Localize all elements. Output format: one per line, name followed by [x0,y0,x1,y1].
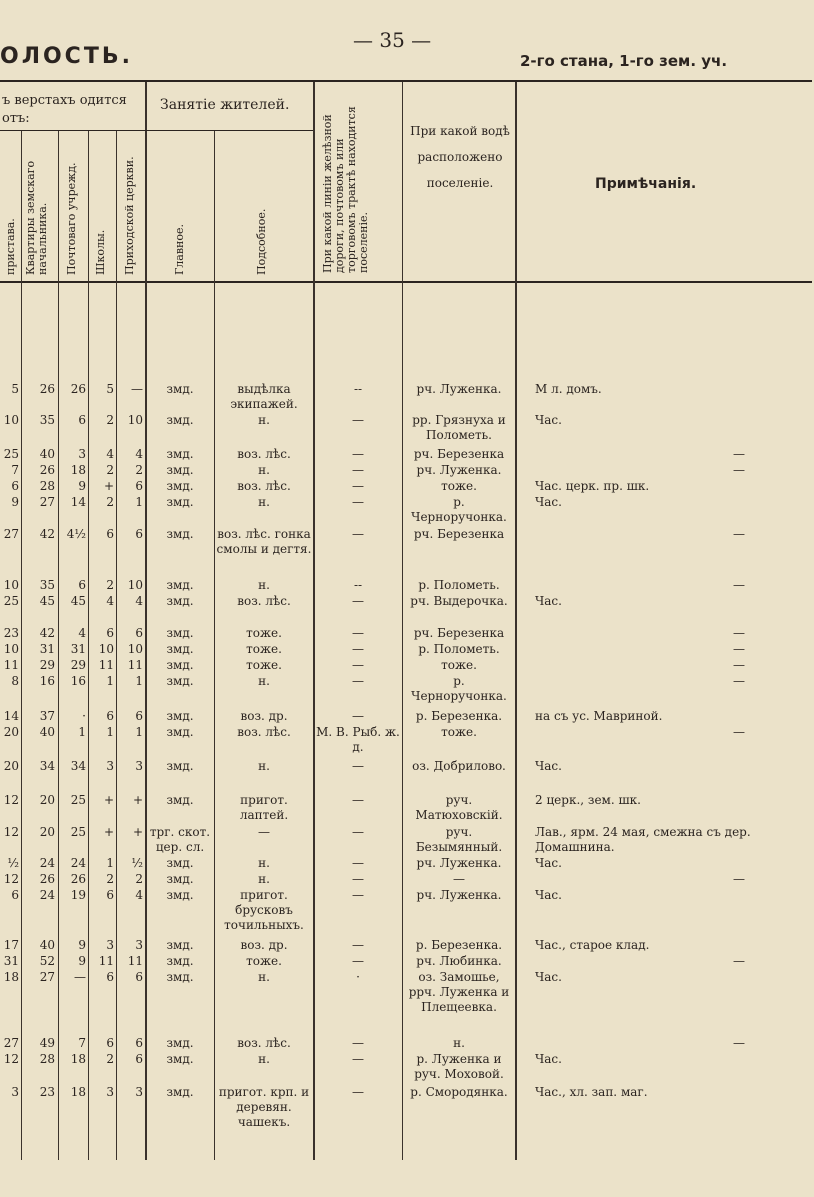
table-cell-water: тоже. [441,479,477,493]
table-cell-note: — [733,578,745,592]
table-cell-road: — [352,479,364,493]
table-cell-water: р. Полометь. [418,578,500,592]
table-cell-sec: пригот. крп. и деревян. чашекъ. [218,1085,310,1129]
table-cell-sec: тоже. [246,658,282,672]
table-cell-c1: 7 [11,463,19,477]
table-cell-c3: — [74,970,86,984]
table-cell-c1: 11 [3,658,19,672]
table-cell-main: змд. [166,1036,194,1050]
table-cell-c3: · [82,709,86,723]
table-cell-c5: 10 [127,578,143,592]
table-cell-c1: 27 [3,527,19,541]
table-cell-road: — [352,495,364,509]
table-cell-main: змд. [166,642,194,656]
table-cell-note: Час. [535,1052,562,1066]
table-cell-c2: 45 [39,594,55,608]
table-cell-c5: ½ [131,856,143,870]
table-cell-c4: 3 [106,1085,114,1099]
table-cell-water: оз. Добриловo. [412,759,506,773]
table-cell-c2: 23 [39,1085,55,1099]
table-cell-c5: 1 [135,725,143,739]
top-rule [0,80,812,82]
table-cell-c4: + [103,825,114,839]
table-cell-c4: 1 [106,674,114,688]
table-cell-c3: 9 [78,954,86,968]
table-cell-sec: воз. лѣс. [237,479,291,493]
table-cell-c3: 25 [70,825,86,839]
table-cell-road: — [352,872,364,886]
table-cell-water: рч. Луженка. [416,463,502,477]
table-cell-note: — [733,642,745,656]
table-cell-c2: 16 [39,674,55,688]
table-cell-c3: 9 [78,938,86,952]
table-cell-c2: 24 [39,856,55,870]
table-cell-sec: н. [258,674,270,688]
table-cell-road: — [352,463,364,477]
table-cell-road: — [352,527,364,541]
table-cell-road: — [352,658,364,672]
table-cell-sec: воз. лѣс. [237,1036,291,1050]
table-cell-c1: 5 [11,382,19,396]
table-cell-c4: 4 [106,447,114,461]
table-cell-c2: 42 [39,527,55,541]
table-cell-c3: 18 [70,463,86,477]
table-cell-main: змд. [166,888,194,902]
table-cell-c3: 29 [70,658,86,672]
table-cell-c2: 35 [39,413,55,427]
table-cell-sec: н. [258,495,270,509]
table-cell-water: рч. Любинка. [416,954,502,968]
table-cell-c1: 25 [3,594,19,608]
table-cell-c4: 6 [106,709,114,723]
table-cell-c5: 6 [135,709,143,723]
table-cell-main: змд. [166,495,194,509]
table-cell-c2: 40 [39,938,55,952]
table-cell-note: — [733,872,745,886]
table-cell-water: рч. Выдерочка. [410,594,508,608]
table-cell-main: змд. [166,447,194,461]
table-cell-note: — [733,954,745,968]
table-cell-c5: 6 [135,1036,143,1050]
table-cell-c4: 6 [106,527,114,541]
table-cell-c2: 26 [39,382,55,396]
table-cell-sec: н. [258,872,270,886]
header-bottom-rule [0,281,812,283]
table-cell-note: на съ ус. Мавриной. [535,709,663,723]
table-cell-c1: 10 [3,413,19,427]
table-cell-main: змд. [166,674,194,688]
table-cell-c1: 6 [11,479,19,493]
table-cell-note: Час., старое клад. [535,938,650,952]
table-cell-c2: 34 [39,759,55,773]
volost-title: ОЛОСТЬ. [0,44,133,69]
table-cell-c1: 18 [3,970,19,984]
table-cell-sec: — [258,825,270,839]
table-cell-road: — [352,447,364,461]
table-cell-sec: выдѣлка экипажей. [230,382,298,411]
table-cell-water: рч. Луженка. [416,888,502,902]
table-cell-main: змд. [166,872,194,886]
table-cell-c3: 14 [70,495,86,509]
table-cell-c4: 11 [98,658,114,672]
table-cell-c3: 18 [70,1052,86,1066]
table-cell-c3: 34 [70,759,86,773]
table-cell-main: змд. [166,793,194,807]
table-cell-note: Час. [535,495,562,509]
table-cell-c1: 23 [3,626,19,640]
subheader-rule [0,130,313,131]
table-cell-c5: 6 [135,1052,143,1066]
table-cell-road: — [352,674,364,688]
table-cell-road: — [352,793,364,807]
table-cell-c1: 10 [3,578,19,592]
table-cell-c3: 25 [70,793,86,807]
table-cell-c1: 20 [3,759,19,773]
table-cell-c4: 6 [106,970,114,984]
table-cell-c5: 6 [135,970,143,984]
table-cell-road: — [352,594,364,608]
table-cell-water: рч. Березенка [413,527,505,541]
table-cell-c3: 31 [70,642,86,656]
table-cell-c5: + [132,825,143,839]
table-cell-note: Час. [535,594,562,608]
table-cell-c4: 11 [98,954,114,968]
table-cell-c5: 10 [127,413,143,427]
table-cell-sec: воз. лѣс. гонка смолы и дегтя. [216,527,312,556]
stan-title: 2-го стана, 1-го зем. уч. [520,52,728,70]
pristav-header: пристава. [4,218,17,275]
table-cell-c4: 2 [106,463,114,477]
table-cell-note: Час. [535,970,562,984]
table-cell-c4: 6 [106,1036,114,1050]
table-cell-sec: тоже. [246,954,282,968]
column-divider [402,82,403,1160]
table-cell-c1: 12 [3,793,19,807]
table-cell-c5: 6 [135,479,143,493]
table-cell-c1: 3 [11,1085,19,1099]
table-cell-note: — [733,674,745,688]
table-cell-c3: 18 [70,1085,86,1099]
table-cell-main: змд. [166,626,194,640]
table-cell-c2: 40 [39,447,55,461]
table-cell-c5: + [132,793,143,807]
table-cell-water: р. Луженка и руч. Моховой. [414,1052,504,1081]
table-cell-water: р. Полометь. [418,642,500,656]
table-cell-main: змд. [166,479,194,493]
column-divider [145,82,147,1160]
table-cell-c2: 31 [39,642,55,656]
table-cell-water: р. Черноручонка. [411,495,507,524]
table-cell-c5: 1 [135,674,143,688]
church-header: Приходской церкви. [123,156,136,275]
table-cell-water: р. Смородянка. [410,1085,508,1099]
table-cell-road: — [352,888,364,902]
table-cell-sec: воз. др. [240,709,288,723]
table-cell-c1: 6 [11,888,19,902]
table-cell-note: — [733,447,745,461]
table-cell-c2: 35 [39,578,55,592]
table-cell-c3: 4 [78,626,86,640]
table-cell-sec: н. [258,970,270,984]
table-cell-water: тоже. [441,725,477,739]
table-cell-sec: н. [258,413,270,427]
table-cell-c5: 4 [135,447,143,461]
table-cell-c4: 2 [106,1052,114,1066]
table-cell-c4: 2 [106,495,114,509]
table-cell-main: змд. [166,1052,194,1066]
table-cell-main: змд. [166,382,194,396]
table-cell-c2: 28 [39,479,55,493]
table-cell-water: рч. Березенка [413,626,505,640]
table-cell-c3: 45 [70,594,86,608]
table-cell-sec: воз. лѣс. [237,594,291,608]
table-cell-c1: ½ [7,856,19,870]
table-cell-water: рр. Грязнуха и Полометь. [412,413,506,442]
table-cell-c4: 6 [106,888,114,902]
table-cell-c2: 26 [39,872,55,886]
table-cell-c4: 10 [98,642,114,656]
table-cell-c5: 3 [135,759,143,773]
road-header: При какой линіи желѣзной дороги, почтовомъ или торговомъ трактѣ находится поселеніе. [321,106,370,273]
table-cell-water: — [453,872,465,886]
occupation-group-header: Занятіе жителей. [160,97,290,113]
table-cell-note: М л. домъ. [535,382,602,396]
table-cell-c4: + [103,479,114,493]
table-cell-main: змд. [166,709,194,723]
table-cell-sec: пригот. брусковъ точильныхъ. [224,888,304,932]
table-cell-road: — [352,642,364,656]
table-cell-main: змд. [166,938,194,952]
table-cell-note: Лав., ярм. 24 мая, смежна съ дер. Домашнина. [535,825,751,854]
table-cell-road: — [352,1052,364,1066]
table-cell-c5: 3 [135,1085,143,1099]
table-cell-c3: 16 [70,674,86,688]
table-cell-note: Час. [535,888,562,902]
table-cell-note: — [733,463,745,477]
table-cell-water: руч. Безымянный. [415,825,503,854]
table-cell-road: · [356,970,360,984]
table-cell-c4: 1 [106,725,114,739]
table-cell-sec: воз. лѣс. [237,447,291,461]
table-cell-road: — [352,856,364,870]
table-cell-note: — [733,725,745,739]
table-cell-c4: 5 [106,382,114,396]
table-cell-c1: 20 [3,725,19,739]
table-cell-note: Час. церк. пр. шк. [535,479,650,493]
table-cell-c2: 26 [39,463,55,477]
table-cell-c3: 7 [78,1036,86,1050]
table-cell-road: — [352,1085,364,1099]
table-cell-c2: 27 [39,970,55,984]
table-cell-road: -- [353,382,363,396]
distance-group-header: ъ верстахъ одится отъ: [2,93,127,126]
table-cell-c3: 26 [70,872,86,886]
table-cell-c4: 3 [106,759,114,773]
notes-header: Примѣчанія. [595,176,697,192]
table-cell-c5: 4 [135,594,143,608]
table-cell-c5: 10 [127,642,143,656]
table-cell-note: Час. [535,759,562,773]
table-cell-water: руч. Матюховскій. [415,793,503,822]
table-cell-c1: 25 [3,447,19,461]
table-cell-water: р. Черноручонка. [411,674,507,703]
table-cell-road: — [352,954,364,968]
table-cell-sec: н. [258,1052,270,1066]
table-cell-c5: 6 [135,626,143,640]
table-cell-c4: 3 [106,938,114,952]
table-cell-c5: 4 [135,888,143,902]
table-cell-main: змд. [166,954,194,968]
table-cell-sec: н. [258,463,270,477]
table-cell-c1: 12 [3,872,19,886]
column-divider [214,130,215,1160]
table-cell-water: н. [453,1036,465,1050]
table-cell-c2: 20 [39,793,55,807]
table-cell-c2: 27 [39,495,55,509]
table-cell-c3: 3 [78,447,86,461]
table-cell-c3: 6 [78,578,86,592]
table-cell-water: оз. Замошье, ррч. Луженка и Плещеевка. [408,970,510,1014]
table-cell-c1: 9 [11,495,19,509]
table-cell-main: змд. [166,970,194,984]
table-cell-c1: 8 [11,674,19,688]
table-cell-c1: 10 [3,642,19,656]
table-cell-c3: 26 [70,382,86,396]
table-cell-road: — [352,825,364,839]
table-cell-c4: + [103,793,114,807]
table-cell-road: — [352,1036,364,1050]
main-header: Главное. [173,224,186,275]
table-cell-c2: 28 [39,1052,55,1066]
table-cell-c5: 2 [135,872,143,886]
table-cell-c3: 1 [78,725,86,739]
table-cell-note: — [733,626,745,640]
table-cell-c4: 2 [106,413,114,427]
table-cell-note: — [733,1036,745,1050]
table-cell-c4: 6 [106,626,114,640]
table-cell-water: тоже. [441,658,477,672]
table-cell-main: змд. [166,527,194,541]
table-cell-c4: 4 [106,594,114,608]
table-cell-c4: 2 [106,578,114,592]
table-cell-c3: 4½ [66,527,86,541]
table-cell-c4: 2 [106,872,114,886]
table-cell-c3: 19 [70,888,86,902]
water-header: При какой водѣ расположено поселеніе. [410,124,510,190]
table-cell-main: змд. [166,725,194,739]
table-cell-main: змд. [166,594,194,608]
table-cell-water: рч. Луженка. [416,382,502,396]
table-cell-main: змд. [166,856,194,870]
table-cell-note: — [733,527,745,541]
table-cell-water: рч. Луженка. [416,856,502,870]
table-cell-c5: 3 [135,938,143,952]
table-cell-sec: воз. др. [240,938,288,952]
table-cell-note: Час. [535,856,562,870]
table-cell-road: — [352,626,364,640]
table-cell-c3: 24 [70,856,86,870]
table-cell-note: 2 церк., зем. шк. [535,793,641,807]
table-cell-c2: 52 [39,954,55,968]
table-cell-water: р. Березенка. [415,709,503,723]
table-cell-c2: 20 [39,825,55,839]
table-cell-main: трг. скот. цер. сл. [149,825,211,854]
table-cell-c2: 49 [39,1036,55,1050]
table-cell-water: р. Березенка. [415,938,503,952]
table-cell-c1: 12 [3,825,19,839]
table-cell-c2: 37 [39,709,55,723]
school-header: Школы. [94,229,107,275]
table-cell-c5: 11 [127,658,143,672]
table-cell-road: — [352,413,364,427]
table-cell-c2: 40 [39,725,55,739]
table-cell-main: змд. [166,578,194,592]
column-divider [313,82,315,1160]
table-cell-sec: тоже. [246,626,282,640]
table-cell-road: — [352,938,364,952]
table-cell-road: -- [353,578,363,592]
table-cell-c5: 11 [127,954,143,968]
table-cell-c5: 1 [135,495,143,509]
table-cell-main: змд. [166,759,194,773]
table-cell-road: — [352,759,364,773]
column-divider [515,82,517,1160]
table-cell-road: М. В. Рыб. ж. д. [316,725,400,754]
table-cell-road: — [352,709,364,723]
table-cell-note: Час. [535,413,562,427]
table-cell-sec: воз. лѣс. [237,725,291,739]
zemsky-header: Квартиры земскаго начальника. [24,160,49,275]
table-cell-c3: 6 [78,413,86,427]
table-cell-note: Час., хл. зап. маг. [535,1085,648,1099]
table-cell-water: рч. Березенка [413,447,505,461]
table-cell-c1: 14 [3,709,19,723]
table-cell-c5: 2 [135,463,143,477]
table-cell-note: — [733,658,745,672]
page-number: — 35 — [353,28,432,52]
table-cell-c2: 42 [39,626,55,640]
table-cell-main: змд. [166,413,194,427]
secondary-header: Подсобное. [255,208,268,275]
table-cell-sec: н. [258,578,270,592]
table-cell-sec: н. [258,759,270,773]
post-header: Почтоваго учрежд. [65,162,78,275]
table-cell-c5: — [131,382,143,396]
table-cell-main: змд. [166,658,194,672]
table-cell-c5: 6 [135,527,143,541]
table-cell-c1: 31 [3,954,19,968]
table-cell-main: змд. [166,1085,194,1099]
table-cell-c2: 24 [39,888,55,902]
table-cell-sec: тоже. [246,642,282,656]
table-cell-c1: 27 [3,1036,19,1050]
table-cell-c1: 12 [3,1052,19,1066]
table-cell-c3: 9 [78,479,86,493]
table-cell-sec: н. [258,856,270,870]
table-cell-c2: 29 [39,658,55,672]
table-cell-main: змд. [166,463,194,477]
table-cell-c1: 17 [3,938,19,952]
table-cell-c4: 1 [106,856,114,870]
table-cell-sec: пригот. лаптей. [239,793,289,822]
